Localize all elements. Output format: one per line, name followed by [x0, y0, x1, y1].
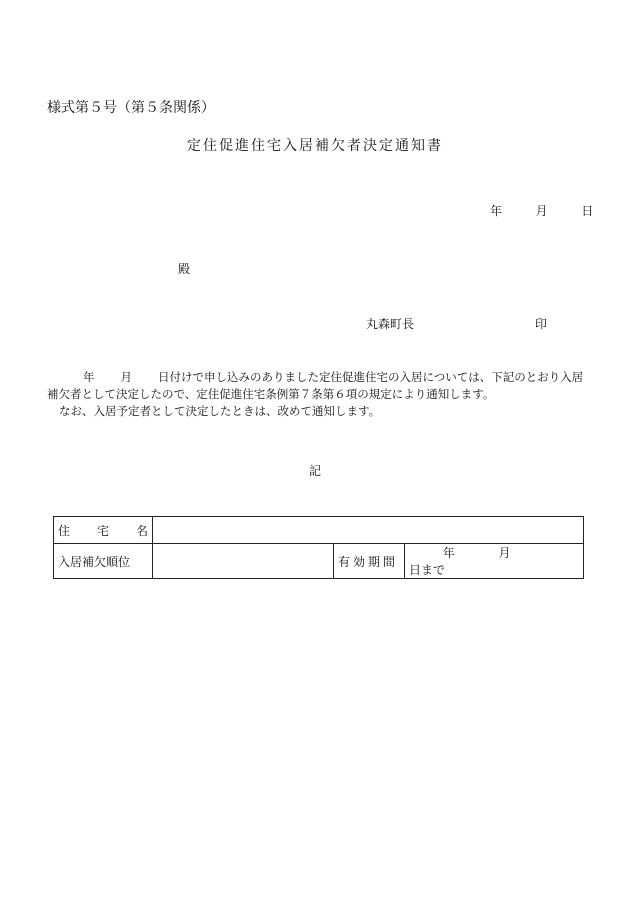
body-paragraph-text: 日付けで申し込みのありました定住促進住宅の入居については、下記のとおり入居補欠者として決定したので、定住促進住宅条例第７条第６項の規定により通知します。 — [47, 370, 584, 401]
table-row-order — [54, 544, 584, 579]
validity-period-value — [405, 544, 584, 579]
waitlist-order-value — [153, 544, 334, 579]
date-month-label: 月 — [535, 204, 548, 218]
ki-heading: 記 — [308, 464, 321, 478]
waitlist-order-label: 入居補欠順位 — [54, 544, 153, 579]
notice-paragraph-2 — [47, 403, 587, 420]
addressee-suffix: 殿 — [178, 262, 191, 276]
validity-year-label: 年 — [442, 546, 455, 560]
issuer-name: 丸森町長 — [366, 317, 415, 331]
seal-mark: 印 — [535, 317, 548, 331]
body-paragraph-2-text: なお、入居予定者として決定したときは、改めて通知します。 — [59, 404, 381, 418]
body-year-label: 年 — [83, 370, 95, 384]
document-title: 定住促進住宅入居補欠者決定通知書 — [187, 138, 443, 154]
form-number: 様式第５号（第５条関係） — [47, 100, 215, 116]
table-row-housing — [54, 517, 584, 544]
details-table — [53, 516, 584, 579]
notice-body — [47, 369, 587, 420]
validity-until-label: 日まで — [409, 563, 446, 577]
notice-paragraph-1 — [47, 369, 587, 403]
validity-period-label: 有効期間 — [334, 544, 405, 579]
housing-name-value — [153, 517, 584, 544]
validity-month-label: 月 — [498, 546, 511, 560]
issue-date — [490, 202, 593, 219]
date-year-label: 年 — [490, 204, 503, 218]
body-month-label: 月 — [120, 370, 132, 384]
housing-name-label: 住 宅 名 — [54, 517, 153, 544]
date-day-label: 日 — [581, 204, 594, 218]
